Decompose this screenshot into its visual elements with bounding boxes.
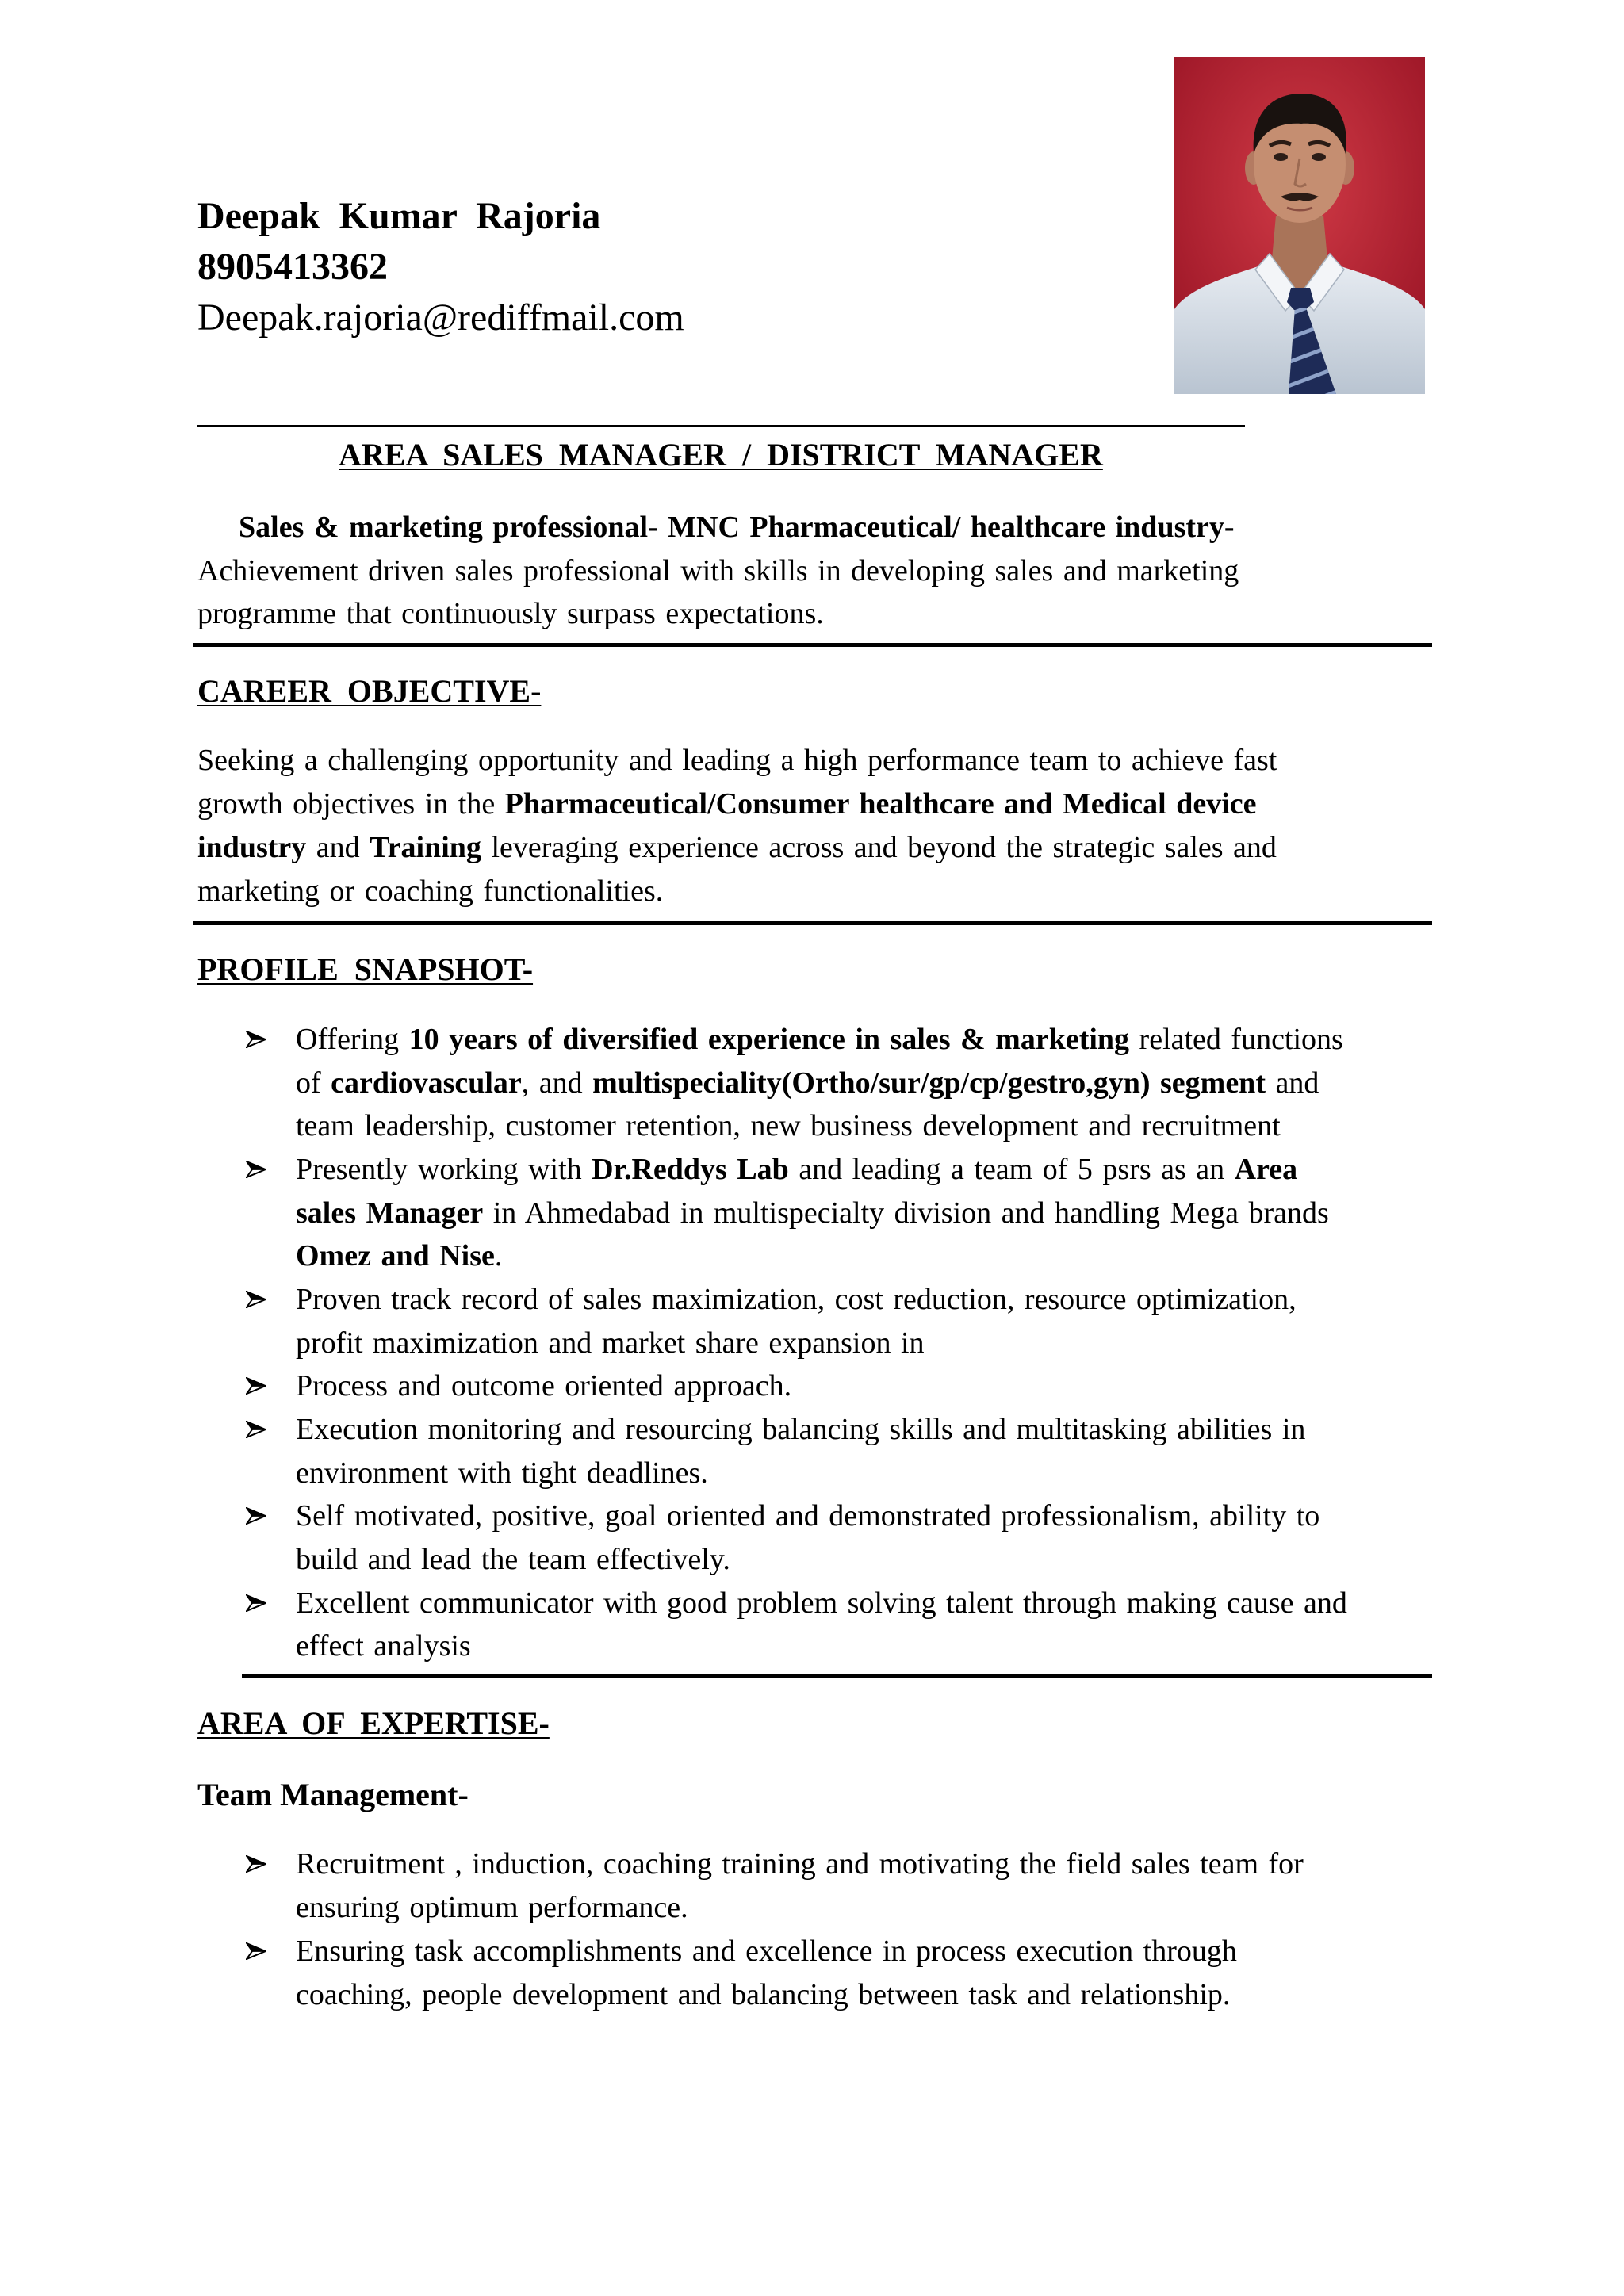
bullet-item [246,1582,1347,1668]
section-divider [193,643,1432,647]
text-run: Seeking a challenging opportunity and leading a high performance team to achieve fast [197,744,1277,777]
bullet-item [246,1843,1304,1930]
area-of-expertise-heading: AREA OF EXPERTISE- [197,1705,550,1741]
text-run: effect analysis [296,1629,471,1663]
phone-number: 8905413362 [197,246,388,288]
text-line [296,1886,1304,1930]
candidate-name: Deepak Kumar Rajoria [197,195,601,237]
text-line [296,1192,1347,1235]
text-line [197,783,1277,826]
text-line [296,1148,1347,1192]
bold-text: Training [370,831,481,864]
text-line [296,1494,1347,1538]
arrow-bullet-icon [246,1855,266,1873]
career-objective-heading: CAREER OBJECTIVE- [197,673,542,709]
email-address: Deepak.rajoria@rediffmail.com [197,297,684,339]
arrow-bullet-icon [246,1031,266,1048]
text-line [197,506,1239,549]
text-run: Offering [296,1023,409,1056]
text-run: leveraging experience across and beyond the strategic sales and [481,831,1277,864]
text-line [296,1364,1347,1408]
text-line [296,1322,1347,1365]
bold-text: sales Manager [296,1196,484,1230]
arrow-bullet-icon [246,1507,266,1525]
team-management-list [246,1843,1304,2017]
text-line [296,1234,1347,1278]
text-run: of [296,1066,331,1100]
text-run: Process and outcome oriented approach. [296,1369,792,1403]
text-line [296,1018,1347,1062]
text-run: programme that continuously surpass expectations. [197,597,824,631]
bullet-item [246,1494,1347,1581]
text-run: Recruitment , induction, coaching training and motivating the field sales team for [296,1847,1304,1881]
text-run: ensuring optimum performance. [296,1891,688,1924]
text-line [296,1843,1304,1886]
text-line [296,1062,1347,1105]
text-line [296,1408,1347,1452]
text-line [197,592,1239,636]
bold-text: Sales & marketing professional- MNC Pharmaceutical/ healthcare industry- [239,511,1235,544]
arrow-bullet-icon [246,1377,266,1395]
text-line [197,549,1239,593]
arrow-bullet-icon [246,1291,266,1308]
job-title-heading: AREA SALES MANAGER / DISTRICT MANAGER [339,437,1103,473]
text-run: Execution monitoring and resourcing balancing skills and multitasking abilities in [296,1412,1306,1446]
bullet-item [246,1408,1347,1494]
arrow-bullet-icon [246,1421,266,1438]
bullet-item [246,1278,1347,1364]
text-run: Achievement driven sales professional with skills in developing sales and marketing [197,553,1239,587]
team-management-subheading: Team Management- [197,1777,469,1812]
profile-snapshot-list [246,1018,1347,1668]
bold-text: cardiovascular [331,1066,522,1100]
bullet-item [246,1930,1304,2017]
text-run: and [306,831,370,864]
bold-text: multispeciality(Ortho/sur/gp/cp/gestro,gyn) segment [592,1066,1266,1100]
text-run: Presently working with [296,1152,592,1186]
text-run: environment with tight deadlines. [296,1456,708,1490]
text-run: in Ahmedabad in multispecialty division and handling Mega brands [483,1196,1329,1230]
text-run: marketing or coaching functionalities. [197,874,664,908]
text-run: . [494,1239,503,1273]
bold-text: 10 years of diversified experience in sales & marketing [408,1023,1130,1056]
bold-text: Area [1234,1152,1298,1186]
text-run: growth objectives in the [197,787,505,821]
text-line [296,1973,1304,2017]
text-run: , and [521,1066,593,1100]
text-line [296,1930,1304,1973]
bold-text: industry [197,831,307,864]
bold-text: Pharmaceutical/Consumer healthcare and Medical device [504,787,1257,821]
contact-header [197,191,684,343]
bold-text: Omez and Nise [296,1239,495,1273]
arrow-bullet-icon [246,1594,266,1612]
text-run: related functions [1129,1023,1343,1056]
text-run: coaching, people development and balancing between task and relationship. [296,1978,1231,2011]
text-run: profit maximization and market share expansion in [296,1326,925,1360]
text-run: and leading a team of 5 psrs as an [788,1152,1235,1186]
text-line [296,1104,1347,1148]
text-run: Ensuring task accomplishments and excellence in process execution through [296,1934,1237,1968]
summary-paragraph [197,506,1239,636]
arrow-bullet-icon [246,1161,266,1178]
text-line [296,1624,1347,1668]
text-line [296,1538,1347,1582]
bullet-item [246,1148,1347,1278]
text-line [296,1452,1347,1495]
profile-photo [1174,57,1425,394]
text-run: Self motivated, positive, goal oriented and demonstrated professionalism, ability to [296,1499,1320,1533]
text-line [197,870,1277,913]
text-run: and [1265,1066,1320,1100]
text-line [197,826,1277,870]
text-run: team leadership, customer retention, new business development and recruitment [296,1109,1281,1143]
text-run: Proven track record of sales maximization, cost reduction, resource optimization, [296,1282,1297,1316]
section-divider [193,921,1432,925]
text-line [197,739,1277,783]
bullet-item [246,1364,1347,1408]
profile-snapshot-heading: PROFILE SNAPSHOT- [197,951,534,987]
bold-text: Dr.Reddys Lab [592,1152,789,1186]
bullet-item [246,1018,1347,1148]
text-line [296,1278,1347,1322]
header-divider [197,425,1245,427]
section-divider [242,1674,1432,1678]
text-run: build and lead the team effectively. [296,1542,730,1576]
career-objective-paragraph [197,739,1277,913]
text-line [296,1582,1347,1625]
arrow-bullet-icon [246,1942,266,1960]
text-run: Excellent communicator with good problem solving talent through making cause and [296,1586,1347,1620]
